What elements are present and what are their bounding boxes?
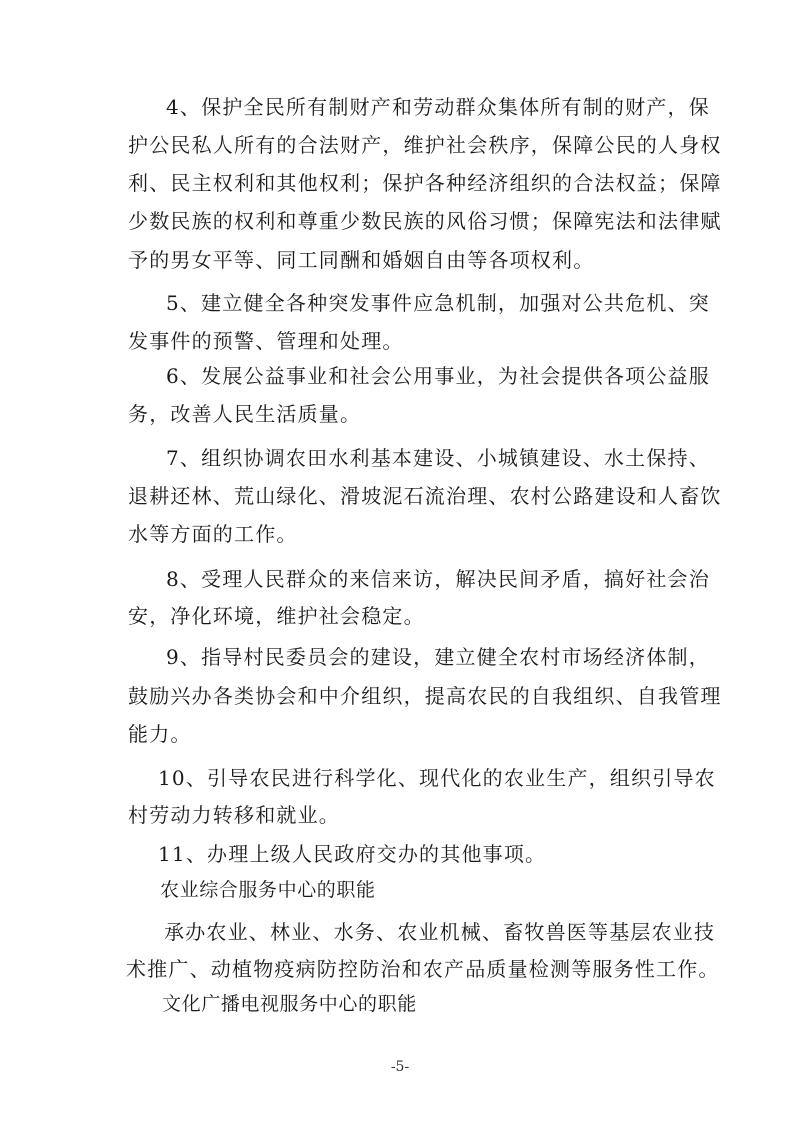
paragraph-line: 4、保护全民所有制财产和劳动群众集体所有制的财产，保 [166, 95, 710, 119]
page-number: -5- [390, 1059, 410, 1075]
paragraph-line: 发事件的预警、管理和处理。 [128, 329, 404, 353]
paragraph-line: 8、受理人民群众的来信来访，解决民间矛盾，搞好社会治 [166, 567, 710, 591]
section-heading: 农业综合服务中心的职能 [160, 879, 376, 901]
paragraph-line: 少数民族的权利和尊重少数民族的风俗习惯；保障宪法和法律赋 [128, 209, 722, 233]
paragraph-line: 安，净化环境，维护社会稳定。 [128, 604, 425, 628]
paragraph-line: 利、民主权利和其他权利；保护各种经济组织的合法权益；保障 [128, 171, 722, 195]
paragraph-line: 务，改善人民生活质量。 [128, 402, 362, 426]
paragraph-line: 护公民私人所有的合法财产，维护社会秩序，保障公民的人身权 [128, 133, 722, 157]
paragraph-line: 水等方面的工作。 [128, 522, 298, 546]
paragraph-line: 7、组织协调农田水利基本建设、小城镇建设、水土保持、 [166, 446, 710, 470]
paragraph-line: 10、引导农民进行科学化、现代化的农业生产，组织引导农 [158, 766, 716, 790]
section-heading: 文化广播电视服务中心的职能 [162, 993, 417, 1015]
paragraph-line: 鼓励兴办各类协会和中介组织，提高农民的自我组织、自我管理 [128, 684, 722, 708]
paragraph-line: 退耕还林、荒山绿化、滑坡泥石流治理、农村公路建设和人畜饮 [128, 484, 722, 508]
paragraph-line: 6、发展公益事业和社会公用事业，为社会提供各项公益服 [166, 364, 710, 388]
paragraph-line: 11、办理上级人民政府交办的其他事项。 [158, 842, 547, 866]
paragraph-line: 能力。 [128, 722, 192, 746]
paragraph-line: 5、建立健全各种突发事件应急机制，加强对公共危机、突 [166, 291, 710, 315]
paragraph-line: 予的男女平等、同工同酬和婚姻自由等各项权利。 [128, 248, 595, 272]
paragraph-line: 9、指导村民委员会的建设，建立健全农村市场经济体制， [166, 645, 710, 669]
paragraph-line: 村劳动力转移和就业。 [128, 803, 340, 827]
paragraph-line: 术推广、动植物疫病防控防治和农产品质量检测等服务性工作。 [126, 957, 720, 981]
paragraph-line: 承办农业、林业、水务、农业机械、畜牧兽医等基层农业技 [164, 920, 716, 944]
